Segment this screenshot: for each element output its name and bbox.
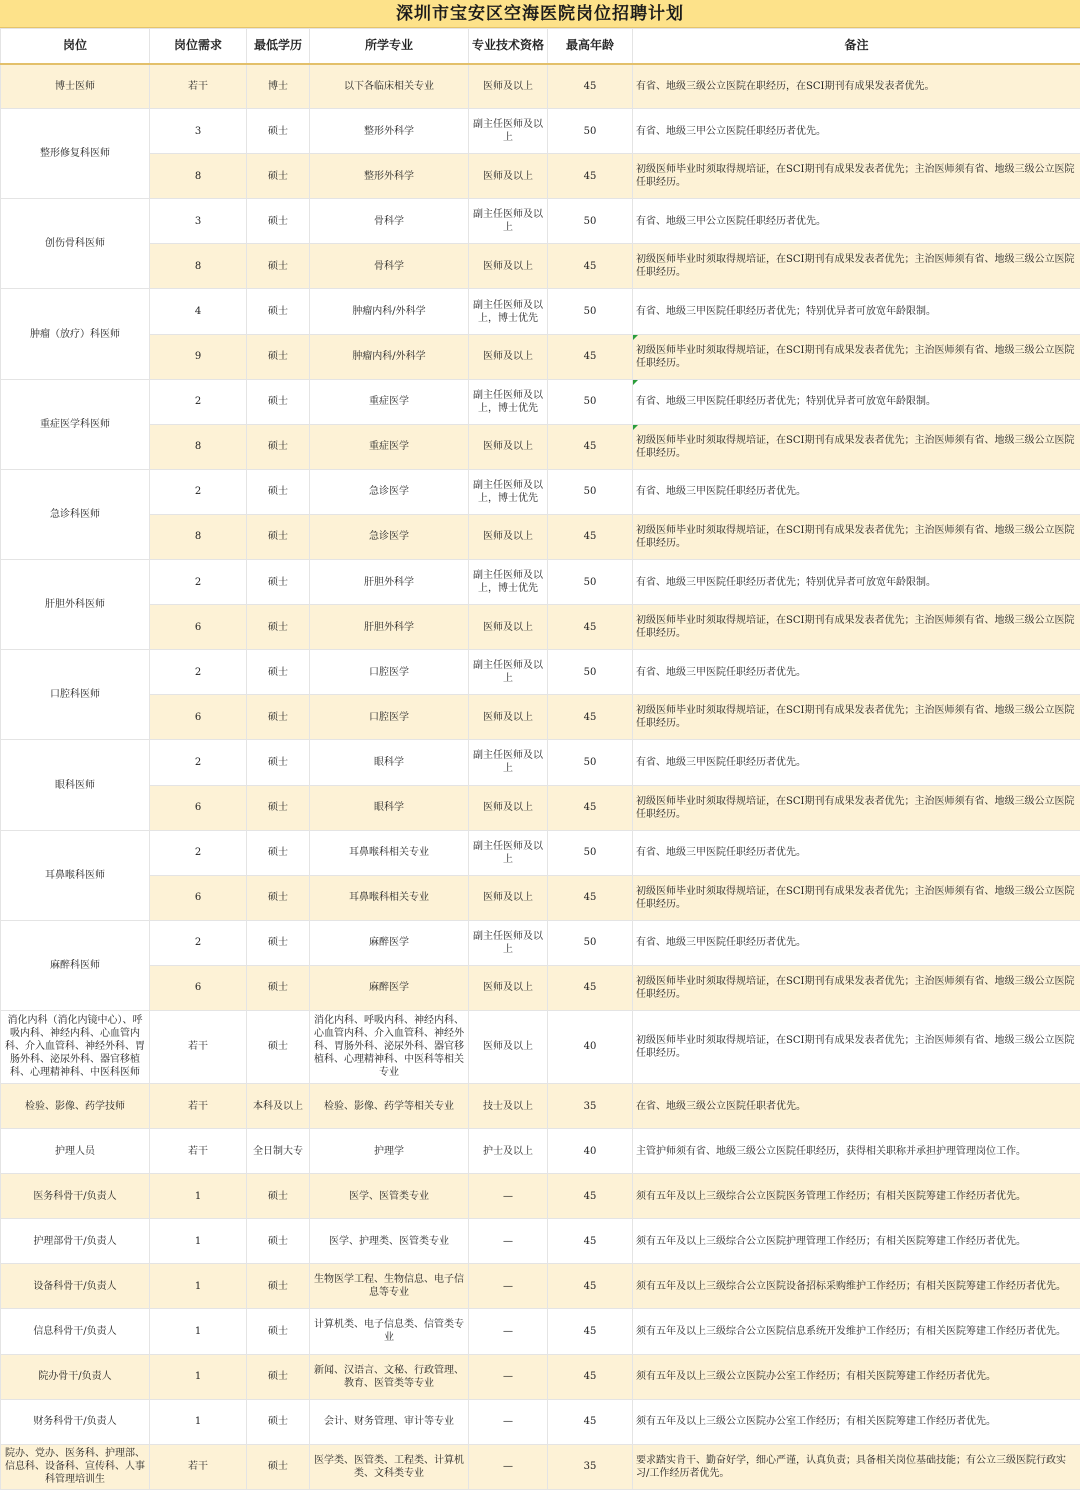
- table-row: [1, 1399, 1080, 1444]
- qualification-cell: 医师及以上: [469, 424, 548, 469]
- header-row: [1, 29, 1080, 64]
- quota-cell: 1: [150, 1219, 247, 1264]
- education-cell: 硕士: [247, 1309, 310, 1354]
- age-cell: 50: [548, 920, 633, 965]
- header-position: 岗位: [1, 29, 150, 64]
- education-cell: 全日制大专: [247, 1129, 310, 1174]
- qualification-cell: 医师及以上: [469, 695, 548, 740]
- education-cell: 硕士: [247, 1174, 310, 1219]
- note-cell: 有省、地级三甲公立医院任职经历者优先。: [633, 109, 1080, 154]
- note-cell: 初级医师毕业时须取得规培证，在SCI期刊有成果发表者优先；主治医师须有省、地级三级公立医院任职经历。: [633, 334, 1080, 379]
- education-cell: 硕士: [247, 244, 310, 289]
- note-cell: 初级医师毕业时须取得规培证，在SCI期刊有成果发表者优先；主治医师须有省、地级三级公立医院任职经历。: [633, 605, 1080, 650]
- qualification-cell: 副主任医师及以上: [469, 650, 548, 695]
- age-cell: 40: [548, 1010, 633, 1083]
- qualification-cell: 医师及以上: [469, 605, 548, 650]
- note-cell: 须有五年及以上三级综合公立医院医务管理工作经历；有相关医院筹建工作经历者优先。: [633, 1174, 1080, 1219]
- qualification-cell: 技士及以上: [469, 1083, 548, 1128]
- quota-cell: 6: [150, 965, 247, 1010]
- major-cell: 以下各临床相关专业: [310, 64, 469, 109]
- education-cell: 硕士: [247, 830, 310, 875]
- table-row: [1, 1174, 1080, 1219]
- quota-cell: 3: [150, 109, 247, 154]
- age-cell: 50: [548, 289, 633, 334]
- age-cell: 50: [548, 379, 633, 424]
- education-cell: 硕士: [247, 334, 310, 379]
- age-cell: 45: [548, 334, 633, 379]
- note-cell: 初级医师毕业时须取得规培证，在SCI期刊有成果发表者优先；主治医师须有省、地级三级公立医院任职经历。: [633, 1010, 1080, 1083]
- quota-cell: 8: [150, 154, 247, 199]
- age-cell: 45: [548, 514, 633, 559]
- education-cell: 硕士: [247, 289, 310, 334]
- major-cell: 肿瘤内科/外科学: [310, 289, 469, 334]
- quota-cell: 1: [150, 1399, 247, 1444]
- quota-cell: 2: [150, 560, 247, 605]
- age-cell: 40: [548, 1129, 633, 1174]
- major-cell: 护理学: [310, 1129, 469, 1174]
- age-cell: 45: [548, 244, 633, 289]
- education-cell: 硕士: [247, 1264, 310, 1309]
- quota-cell: 2: [150, 830, 247, 875]
- position-cell: 重症医学科医师: [1, 379, 150, 469]
- position-cell: 急诊科医师: [1, 469, 150, 559]
- education-cell: 硕士: [247, 199, 310, 244]
- major-cell: 肝胆外科学: [310, 560, 469, 605]
- education-cell: 硕士: [247, 560, 310, 605]
- qualification-cell: —: [469, 1354, 548, 1399]
- education-cell: 硕士: [247, 424, 310, 469]
- note-cell: 初级医师毕业时须取得规培证，在SCI期刊有成果发表者优先；主治医师须有省、地级三级公立医院任职经历。: [633, 424, 1080, 469]
- note-cell: 有省、地级三甲公立医院任职经历者优先。: [633, 199, 1080, 244]
- table-row: [1, 695, 1080, 740]
- quota-cell: 1: [150, 1264, 247, 1309]
- position-cell: 财务科骨干/负责人: [1, 1399, 150, 1444]
- table-row: [1, 875, 1080, 920]
- header-quota: 岗位需求: [150, 29, 247, 64]
- note-cell: 有省、地级三甲医院任职经历者优先；特别优异者可放宽年龄限制。: [633, 560, 1080, 605]
- table-row: [1, 514, 1080, 559]
- major-cell: 整形外科学: [310, 109, 469, 154]
- position-cell: 肿瘤（放疗）科医师: [1, 289, 150, 379]
- quota-cell: 若干: [150, 1083, 247, 1128]
- table-row: [1, 1264, 1080, 1309]
- education-cell: 硕士: [247, 1354, 310, 1399]
- age-cell: 45: [548, 605, 633, 650]
- table-row: [1, 379, 1080, 424]
- note-cell: 有省、地级三甲医院任职经历者优先。: [633, 830, 1080, 875]
- quota-cell: 2: [150, 650, 247, 695]
- education-cell: 硕士: [247, 920, 310, 965]
- qualification-cell: —: [469, 1399, 548, 1444]
- table-row: [1, 1219, 1080, 1264]
- position-cell: 检验、影像、药学技师: [1, 1083, 150, 1128]
- age-cell: 50: [548, 560, 633, 605]
- note-cell: 有省、地级三甲医院任职经历者优先。: [633, 469, 1080, 514]
- qualification-cell: 副主任医师及以上，博士优先: [469, 289, 548, 334]
- major-cell: 检验、影像、药学等相关专业: [310, 1083, 469, 1128]
- table-body: [1, 64, 1080, 1490]
- qualification-cell: 医师及以上: [469, 64, 548, 109]
- major-cell: 医学、医管类专业: [310, 1174, 469, 1219]
- age-cell: 45: [548, 64, 633, 109]
- qualification-cell: 副主任医师及以上，博士优先: [469, 560, 548, 605]
- qualification-cell: 医师及以上: [469, 965, 548, 1010]
- major-cell: 新闻、汉语言、文秘、行政管理、教育、医管类等专业: [310, 1354, 469, 1399]
- qualification-cell: 副主任医师及以上: [469, 920, 548, 965]
- age-cell: 45: [548, 1174, 633, 1219]
- major-cell: 医学类、医管类、工程类、计算机类、文科类专业: [310, 1444, 469, 1489]
- education-cell: 本科及以上: [247, 1083, 310, 1128]
- education-cell: 硕士: [247, 695, 310, 740]
- table-row: [1, 650, 1080, 695]
- qualification-cell: —: [469, 1174, 548, 1219]
- major-cell: 眼科学: [310, 785, 469, 830]
- qualification-cell: 医师及以上: [469, 244, 548, 289]
- education-cell: 硕士: [247, 965, 310, 1010]
- qualification-cell: 医师及以上: [469, 334, 548, 379]
- table-row: [1, 560, 1080, 605]
- age-cell: 50: [548, 109, 633, 154]
- major-cell: 肝胆外科学: [310, 605, 469, 650]
- note-cell: 初级医师毕业时须取得规培证，在SCI期刊有成果发表者优先；主治医师须有省、地级三级公立医院任职经历。: [633, 875, 1080, 920]
- major-cell: 麻醉医学: [310, 965, 469, 1010]
- quota-cell: 6: [150, 695, 247, 740]
- table-row: [1, 1010, 1080, 1083]
- quota-cell: 6: [150, 875, 247, 920]
- qualification-cell: —: [469, 1264, 548, 1309]
- table-row: [1, 920, 1080, 965]
- qualification-cell: —: [469, 1444, 548, 1489]
- note-cell: 须有五年及以上三级公立医院办公室工作经历；有相关医院筹建工作经历者优先。: [633, 1354, 1080, 1399]
- position-cell: 医务科骨干/负责人: [1, 1174, 150, 1219]
- quota-cell: 1: [150, 1354, 247, 1399]
- major-cell: 口腔医学: [310, 650, 469, 695]
- note-cell: 有省、地级三甲医院任职经历者优先；特别优异者可放宽年龄限制。: [633, 289, 1080, 334]
- note-cell: 主管护师须有省、地级三级公立医院任职经历，获得相关职称并承担护理管理岗位工作。: [633, 1129, 1080, 1174]
- table-row: [1, 605, 1080, 650]
- quota-cell: 6: [150, 785, 247, 830]
- position-cell: 创伤骨科医师: [1, 199, 150, 289]
- qualification-cell: 副主任医师及以上: [469, 199, 548, 244]
- quota-cell: 8: [150, 244, 247, 289]
- education-cell: 硕士: [247, 1444, 310, 1489]
- education-cell: 硕士: [247, 1010, 310, 1083]
- qualification-cell: 副主任医师及以上: [469, 740, 548, 785]
- major-cell: 重症医学: [310, 379, 469, 424]
- major-cell: 耳鼻喉科相关专业: [310, 875, 469, 920]
- note-cell: 在省、地级三级公立医院任职者优先。: [633, 1083, 1080, 1128]
- header-notes: 备注: [633, 29, 1080, 64]
- table-row: [1, 469, 1080, 514]
- table-row: [1, 334, 1080, 379]
- table-row: [1, 965, 1080, 1010]
- age-cell: 50: [548, 830, 633, 875]
- header-max-age: 最高年龄: [548, 29, 633, 64]
- major-cell: 骨科学: [310, 244, 469, 289]
- major-cell: 肿瘤内科/外科学: [310, 334, 469, 379]
- qualification-cell: 医师及以上: [469, 785, 548, 830]
- major-cell: 生物医学工程、生物信息、电子信息等专业: [310, 1264, 469, 1309]
- quota-cell: 2: [150, 740, 247, 785]
- note-cell: 初级医师毕业时须取得规培证，在SCI期刊有成果发表者优先；主治医师须有省、地级三级公立医院任职经历。: [633, 244, 1080, 289]
- position-cell: 信息科骨干/负责人: [1, 1309, 150, 1354]
- qualification-cell: 医师及以上: [469, 875, 548, 920]
- education-cell: 硕士: [247, 650, 310, 695]
- note-cell: 初级医师毕业时须取得规培证，在SCI期刊有成果发表者优先；主治医师须有省、地级三级公立医院任职经历。: [633, 695, 1080, 740]
- quota-cell: 9: [150, 334, 247, 379]
- table-row: [1, 424, 1080, 469]
- position-cell: 耳鼻喉科医师: [1, 830, 150, 920]
- table-row: [1, 109, 1080, 154]
- position-cell: 肝胆外科医师: [1, 560, 150, 650]
- table-row: [1, 740, 1080, 785]
- major-cell: 计算机类、电子信息类、信管类专业: [310, 1309, 469, 1354]
- major-cell: 麻醉医学: [310, 920, 469, 965]
- age-cell: 45: [548, 875, 633, 920]
- table-row: [1, 1083, 1080, 1128]
- quota-cell: 若干: [150, 1129, 247, 1174]
- note-cell: 有省、地级三甲医院任职经历者优先。: [633, 920, 1080, 965]
- education-cell: 硕士: [247, 379, 310, 424]
- table-row: [1, 199, 1080, 244]
- education-cell: 硕士: [247, 785, 310, 830]
- position-cell: 护理部骨干/负责人: [1, 1219, 150, 1264]
- table-row: [1, 154, 1080, 199]
- quota-cell: 1: [150, 1174, 247, 1219]
- age-cell: 45: [548, 785, 633, 830]
- education-cell: 硕士: [247, 469, 310, 514]
- education-cell: 硕士: [247, 740, 310, 785]
- education-cell: 硕士: [247, 109, 310, 154]
- quota-cell: 2: [150, 379, 247, 424]
- age-cell: 45: [548, 424, 633, 469]
- age-cell: 50: [548, 650, 633, 695]
- position-cell: 麻醉科医师: [1, 920, 150, 1010]
- quota-cell: 2: [150, 920, 247, 965]
- education-cell: 硕士: [247, 875, 310, 920]
- major-cell: 会计、财务管理、审计等专业: [310, 1399, 469, 1444]
- major-cell: 口腔医学: [310, 695, 469, 740]
- position-cell: 整形修复科医师: [1, 109, 150, 199]
- note-cell: 初级医师毕业时须取得规培证，在SCI期刊有成果发表者优先；主治医师须有省、地级三级公立医院任职经历。: [633, 514, 1080, 559]
- header-qualification: 专业技术资格: [469, 29, 548, 64]
- major-cell: 骨科学: [310, 199, 469, 244]
- age-cell: 50: [548, 740, 633, 785]
- education-cell: 硕士: [247, 514, 310, 559]
- note-cell: 有省、地级三甲医院任职经历者优先。: [633, 650, 1080, 695]
- age-cell: 45: [548, 1309, 633, 1354]
- note-cell: 初级医师毕业时须取得规培证，在SCI期刊有成果发表者优先；主治医师须有省、地级三级公立医院任职经历。: [633, 154, 1080, 199]
- major-cell: 眼科学: [310, 740, 469, 785]
- major-cell: 重症医学: [310, 424, 469, 469]
- note-cell: 初级医师毕业时须取得规培证，在SCI期刊有成果发表者优先；主治医师须有省、地级三级公立医院任职经历。: [633, 785, 1080, 830]
- position-cell: 口腔科医师: [1, 650, 150, 740]
- position-cell: 眼科医师: [1, 740, 150, 830]
- major-cell: 整形外科学: [310, 154, 469, 199]
- qualification-cell: —: [469, 1219, 548, 1264]
- note-cell: 须有五年及以上三级综合公立医院护理管理工作经历；有相关医院筹建工作经历者优先。: [633, 1219, 1080, 1264]
- qualification-cell: 护士及以上: [469, 1129, 548, 1174]
- table-row: [1, 64, 1080, 109]
- major-cell: 耳鼻喉科相关专业: [310, 830, 469, 875]
- note-cell: 初级医师毕业时须取得规培证，在SCI期刊有成果发表者优先；主治医师须有省、地级三级公立医院任职经历。: [633, 965, 1080, 1010]
- note-cell: 须有五年及以上三级综合公立医院设备招标采购维护工作经历；有相关医院筹建工作经历者优先。: [633, 1264, 1080, 1309]
- table-row: [1, 1129, 1080, 1174]
- major-cell: 医学、护理类、医管类专业: [310, 1219, 469, 1264]
- qualification-cell: —: [469, 1309, 548, 1354]
- note-cell: 有省、地级三甲医院任职经历者优先；特别优异者可放宽年龄限制。: [633, 379, 1080, 424]
- header-education: 最低学历: [247, 29, 310, 64]
- note-cell: 有省、地级三级公立医院在职经历，在SCI期刊有成果发表者优先。: [633, 64, 1080, 109]
- note-cell: 须有五年及以上三级公立医院办公室工作经历；有相关医院筹建工作经历者优先。: [633, 1399, 1080, 1444]
- age-cell: 45: [548, 154, 633, 199]
- education-cell: 硕士: [247, 1399, 310, 1444]
- education-cell: 硕士: [247, 1219, 310, 1264]
- education-cell: 硕士: [247, 154, 310, 199]
- age-cell: 45: [548, 695, 633, 740]
- table-row: [1, 1444, 1080, 1489]
- age-cell: 45: [548, 1219, 633, 1264]
- major-cell: 急诊医学: [310, 469, 469, 514]
- page-title: 深圳市宝安区空海医院岗位招聘计划: [0, 0, 1080, 28]
- quota-cell: 3: [150, 199, 247, 244]
- age-cell: 50: [548, 469, 633, 514]
- major-cell: 急诊医学: [310, 514, 469, 559]
- age-cell: 45: [548, 1264, 633, 1309]
- table-row: [1, 830, 1080, 875]
- qualification-cell: 医师及以上: [469, 1010, 548, 1083]
- quota-cell: 1: [150, 1309, 247, 1354]
- note-cell: 有省、地级三甲医院任职经历者优先。: [633, 740, 1080, 785]
- quota-cell: 4: [150, 289, 247, 334]
- quota-cell: 若干: [150, 1010, 247, 1083]
- table-row: [1, 244, 1080, 289]
- table-row: [1, 785, 1080, 830]
- table-row: [1, 1309, 1080, 1354]
- quota-cell: 8: [150, 424, 247, 469]
- position-cell: 消化内科（消化内镜中心）、呼吸内科、神经内科、心血管内科、介入血管科、神经外科、胃肠外科、泌尿外科、器官移植科、心理精神科、中医科医师: [1, 1010, 150, 1083]
- age-cell: 45: [548, 1354, 633, 1399]
- table-row: [1, 289, 1080, 334]
- position-cell: 院办骨干/负责人: [1, 1354, 150, 1399]
- header-major: 所学专业: [310, 29, 469, 64]
- position-cell: 设备科骨干/负责人: [1, 1264, 150, 1309]
- major-cell: 消化内科、呼吸内科、神经内科、心血管内科、介入血管科、神经外科、胃肠外科、泌尿外科、器官移植科、心理精神科、中医科等相关专业: [310, 1010, 469, 1083]
- quota-cell: 若干: [150, 64, 247, 109]
- table-row: [1, 1354, 1080, 1399]
- quota-cell: 若干: [150, 1444, 247, 1489]
- age-cell: 45: [548, 1399, 633, 1444]
- qualification-cell: 医师及以上: [469, 514, 548, 559]
- qualification-cell: 副主任医师及以上，博士优先: [469, 379, 548, 424]
- position-cell: 护理人员: [1, 1129, 150, 1174]
- position-cell: 院办、党办、医务科、护理部、信息科、设备科、宣传科、人事科管理培训生: [1, 1444, 150, 1489]
- age-cell: 50: [548, 199, 633, 244]
- age-cell: 45: [548, 965, 633, 1010]
- age-cell: 35: [548, 1083, 633, 1128]
- quota-cell: 8: [150, 514, 247, 559]
- age-cell: 35: [548, 1444, 633, 1489]
- quota-cell: 6: [150, 605, 247, 650]
- qualification-cell: 副主任医师及以上: [469, 109, 548, 154]
- qualification-cell: 副主任医师及以上: [469, 830, 548, 875]
- quota-cell: 2: [150, 469, 247, 514]
- note-cell: 须有五年及以上三级综合公立医院信息系统开发维护工作经历；有相关医院筹建工作经历者优先。: [633, 1309, 1080, 1354]
- education-cell: 博士: [247, 64, 310, 109]
- position-cell: 博士医师: [1, 64, 150, 109]
- recruitment-table: [0, 28, 1080, 1490]
- qualification-cell: 医师及以上: [469, 154, 548, 199]
- qualification-cell: 副主任医师及以上，博士优先: [469, 469, 548, 514]
- note-cell: 要求踏实肯干、勤奋好学，细心严谨，认真负责；具备相关岗位基础技能；有公立三级医院行政实习/工作经历者优先。: [633, 1444, 1080, 1489]
- education-cell: 硕士: [247, 605, 310, 650]
